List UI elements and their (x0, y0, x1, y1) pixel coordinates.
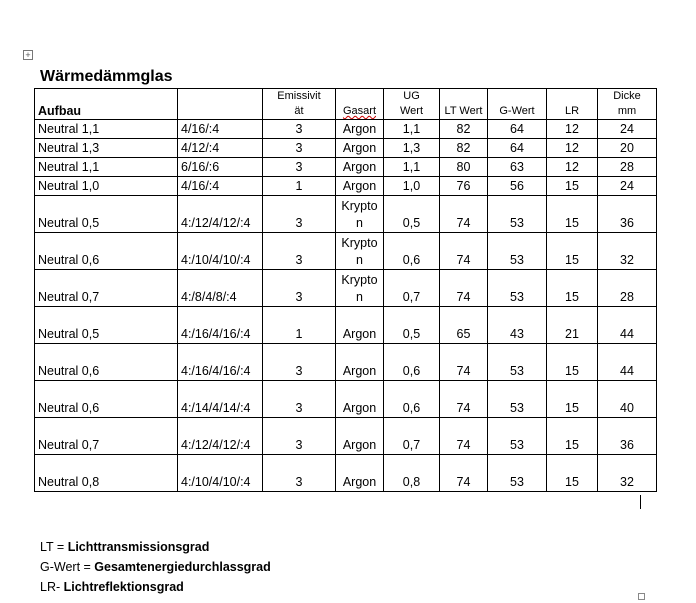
cell-struktur: 4:/10/4/10/:4 (178, 455, 263, 492)
cell-struktur: 4:/10/4/10/:4 (178, 233, 263, 270)
cell-gas: Argon (336, 307, 384, 344)
page-corner-marker (638, 593, 645, 600)
cell-aufbau: Neutral 0,7 (35, 270, 178, 307)
cell-ug: 0,6 (384, 233, 440, 270)
cell-dicke: 28 (598, 158, 657, 177)
cell-lr: 15 (547, 270, 598, 307)
cell-lr: 15 (547, 196, 598, 233)
cell-lr: 12 (547, 120, 598, 139)
cell-aufbau: Neutral 0,8 (35, 455, 178, 492)
cell-emis: 1 (263, 177, 336, 196)
cell-lt: 82 (440, 120, 488, 139)
cell-struktur: 4:/8/4/8/:4 (178, 270, 263, 307)
cell-g: 53 (488, 196, 547, 233)
cell-gas: Argon (336, 418, 384, 455)
table-row (35, 196, 657, 233)
cell-lt: 82 (440, 139, 488, 158)
cell-emis: 3 (263, 270, 336, 307)
table-row (35, 418, 657, 455)
cell-gas: Krypton (336, 233, 384, 270)
cell-gas: Argon (336, 139, 384, 158)
cell-aufbau: Neutral 1,3 (35, 139, 178, 158)
cell-lt: 74 (440, 418, 488, 455)
cell-dicke: 24 (598, 177, 657, 196)
cell-dicke: 40 (598, 381, 657, 418)
cell-aufbau: Neutral 0,7 (35, 418, 178, 455)
cell-dicke: 20 (598, 139, 657, 158)
header-dicke: Dicke mm (598, 89, 657, 120)
cell-lt: 74 (440, 233, 488, 270)
cell-struktur: 4/12/:4 (178, 139, 263, 158)
legend-lt: LT = Lichttransmissionsgrad (40, 540, 210, 554)
cell-g: 64 (488, 139, 547, 158)
cell-ug: 0,7 (384, 418, 440, 455)
cell-gas: Krypton (336, 270, 384, 307)
header-ug-wert: UG Wert (384, 89, 440, 120)
text-cursor (640, 495, 641, 509)
cell-aufbau: Neutral 0,6 (35, 233, 178, 270)
cell-dicke: 32 (598, 455, 657, 492)
cell-aufbau: Neutral 0,6 (35, 381, 178, 418)
cell-aufbau: Neutral 1,1 (35, 120, 178, 139)
cell-lt: 74 (440, 344, 488, 381)
glass-table (34, 88, 657, 492)
header-lt-wert: LT Wert (440, 89, 488, 120)
cell-lr: 12 (547, 158, 598, 177)
table-row (35, 344, 657, 381)
table-row (35, 270, 657, 307)
cell-aufbau: Neutral 0,5 (35, 196, 178, 233)
cell-ug: 0,6 (384, 381, 440, 418)
header-g-wert: G-Wert (488, 89, 547, 120)
cell-lr: 15 (547, 381, 598, 418)
cell-gas: Argon (336, 381, 384, 418)
cell-g: 63 (488, 158, 547, 177)
cell-g: 64 (488, 120, 547, 139)
header-aufbau: Aufbau (35, 89, 178, 120)
table-row (35, 233, 657, 270)
cell-dicke: 44 (598, 344, 657, 381)
table-row (35, 307, 657, 344)
cell-aufbau: Neutral 1,1 (35, 158, 178, 177)
cell-ug: 0,7 (384, 270, 440, 307)
header-struktur (178, 89, 263, 120)
table-row (35, 139, 657, 158)
cell-lt: 74 (440, 455, 488, 492)
cell-struktur: 4:/16/4/16/:4 (178, 344, 263, 381)
cell-g: 53 (488, 455, 547, 492)
cell-lt: 74 (440, 196, 488, 233)
cell-g: 53 (488, 418, 547, 455)
cell-ug: 0,8 (384, 455, 440, 492)
cell-emis: 3 (263, 455, 336, 492)
cell-g: 53 (488, 270, 547, 307)
cell-emis: 3 (263, 158, 336, 177)
cell-lr: 15 (547, 233, 598, 270)
cell-g: 53 (488, 381, 547, 418)
cell-struktur: 4:/14/4/14/:4 (178, 381, 263, 418)
cell-lt: 80 (440, 158, 488, 177)
cell-gas: Argon (336, 455, 384, 492)
cell-gas: Argon (336, 344, 384, 381)
cell-dicke: 44 (598, 307, 657, 344)
legend-g-wert: G-Wert = Gesamtenergiedurchlassgrad (40, 560, 271, 574)
table-row (35, 177, 657, 196)
table-row (35, 455, 657, 492)
cell-emis: 3 (263, 139, 336, 158)
cell-ug: 1,1 (384, 120, 440, 139)
cell-struktur: 4/16/:4 (178, 177, 263, 196)
move-anchor-icon[interactable]: + (23, 50, 33, 60)
cell-struktur: 6/16/:6 (178, 158, 263, 177)
table-row (35, 381, 657, 418)
cell-dicke: 32 (598, 233, 657, 270)
cell-ug: 0,5 (384, 196, 440, 233)
cell-emis: 3 (263, 418, 336, 455)
cell-struktur: 4:/16/4/16/:4 (178, 307, 263, 344)
cell-g: 53 (488, 344, 547, 381)
cell-lt: 65 (440, 307, 488, 344)
cell-emis: 3 (263, 233, 336, 270)
cell-dicke: 36 (598, 418, 657, 455)
cell-lr: 15 (547, 455, 598, 492)
cell-emis: 3 (263, 344, 336, 381)
cell-ug: 0,5 (384, 307, 440, 344)
cell-gas: Krypton (336, 196, 384, 233)
cell-gas: Argon (336, 120, 384, 139)
cell-lr: 15 (547, 344, 598, 381)
cell-struktur: 4/16/:4 (178, 120, 263, 139)
cell-lt: 76 (440, 177, 488, 196)
cell-emis: 3 (263, 381, 336, 418)
cell-lt: 74 (440, 381, 488, 418)
cell-dicke: 24 (598, 120, 657, 139)
header-lr: LR (547, 89, 598, 120)
page-title: Wärmedämmglas (40, 68, 173, 85)
table-row (35, 120, 657, 139)
header-gasart: Gasart (336, 89, 384, 120)
cell-lr: 21 (547, 307, 598, 344)
cell-g: 43 (488, 307, 547, 344)
cell-emis: 3 (263, 196, 336, 233)
header-emissivitaet: Emissivit ät (263, 89, 336, 120)
cell-ug: 1,3 (384, 139, 440, 158)
cell-gas: Argon (336, 158, 384, 177)
cell-gas: Argon (336, 177, 384, 196)
cell-ug: 1,0 (384, 177, 440, 196)
legend-lr: LR- Lichtreflektionsgrad (40, 580, 184, 594)
cell-struktur: 4:/12/4/12/:4 (178, 196, 263, 233)
cell-lt: 74 (440, 270, 488, 307)
cell-emis: 1 (263, 307, 336, 344)
cell-ug: 1,1 (384, 158, 440, 177)
cell-dicke: 28 (598, 270, 657, 307)
cell-ug: 0,6 (384, 344, 440, 381)
cell-g: 56 (488, 177, 547, 196)
cell-emis: 3 (263, 120, 336, 139)
cell-dicke: 36 (598, 196, 657, 233)
cell-g: 53 (488, 233, 547, 270)
cell-aufbau: Neutral 0,6 (35, 344, 178, 381)
table-row (35, 158, 657, 177)
cell-aufbau: Neutral 0,5 (35, 307, 178, 344)
cell-lr: 15 (547, 177, 598, 196)
cell-lr: 12 (547, 139, 598, 158)
cell-struktur: 4:/12/4/12/:4 (178, 418, 263, 455)
cell-lr: 15 (547, 418, 598, 455)
cell-aufbau: Neutral 1,0 (35, 177, 178, 196)
